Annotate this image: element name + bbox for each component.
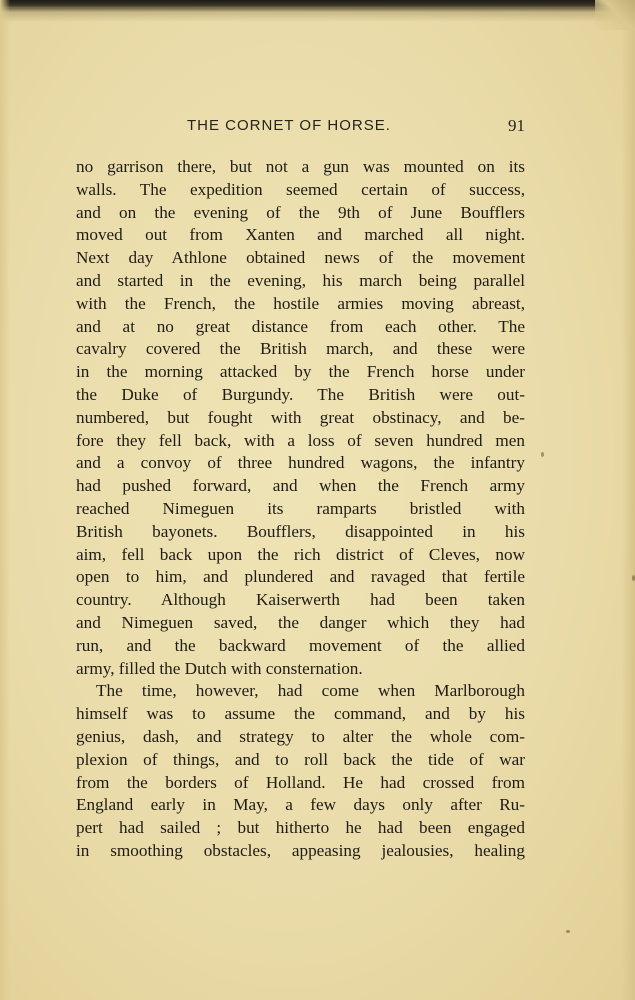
page-number: 91 [508, 116, 525, 135]
text-line: England early in May, a few days only after Ru- [76, 795, 525, 815]
text-line: in the morning attacked by the French horse under [76, 362, 525, 382]
text-line: and a convoy of three hundred wagons, the infantry [76, 453, 525, 473]
text-line: aim, fell back upon the rich district of Cleves, now [76, 544, 525, 564]
text-line: and at no great distance from each other. The [76, 316, 525, 336]
text-line: moved out from Xanten and marched all night. [76, 225, 525, 245]
text-line: had pushed forward, and when the French army [76, 476, 525, 496]
text-line: country. Although Kaiserwerth had been taken [76, 590, 525, 610]
text-line: and on the evening of the 9th of June Boufflers [76, 202, 525, 222]
text-line: run, and the backward movement of the allied [76, 635, 525, 655]
text-line: no garrison there, but not a gun was mounted on its [76, 157, 525, 176]
text-line: the Duke of Burgundy. The British were out- [76, 384, 525, 404]
page-right-edge [621, 0, 635, 1000]
text-line: fore they fell back, with a loss of seven hundred men [76, 430, 525, 450]
text-line: reached Nimeguen its ramparts bristled with [76, 498, 525, 518]
page-header [77, 117, 525, 139]
text-line: cavalry covered the British march, and these were [76, 339, 525, 359]
page-left-edge [0, 0, 10, 1000]
text-line: Next day Athlone obtained news of the movement [76, 248, 525, 268]
text-line-paragraph-end: army, filled the Dutch with consternation. [76, 658, 363, 678]
text-line: numbered, but fought with great obstinacy, and be- [76, 407, 525, 427]
text-line: and started in the evening, his march being parallel [76, 270, 525, 290]
text-line: in smoothing obstacles, appeasing jealousies, healing [76, 840, 525, 860]
page-top-gradient [0, 8, 635, 22]
text-line-paragraph-start: The time, however, had come when Marlborough [96, 681, 525, 701]
text-line: pert had sailed ; but hitherto he had been engaged [76, 818, 525, 838]
text-line: British bayonets. Boufflers, disappointed in his [76, 521, 525, 541]
page-corner-wear [595, 0, 635, 30]
running-title: THE CORNET OF HORSE. [187, 117, 391, 134]
body-text [76, 156, 525, 863]
text-line: genius, dash, and strategy to alter the whole com- [76, 726, 525, 746]
text-line: open to him, and plundered and ravaged that fertile [76, 567, 525, 587]
text-line: from the borders of Holland. He had crossed from [76, 772, 525, 792]
paper-speck [541, 452, 544, 457]
paper-speck [566, 930, 570, 933]
text-line: plexion of things, and to roll back the tide of war [76, 749, 525, 769]
text-line: himself was to assume the command, and by his [76, 704, 525, 724]
text-line: and Nimeguen saved, the danger which they had [76, 612, 525, 632]
text-line: walls. The expedition seemed certain of success, [76, 179, 525, 199]
text-line: with the French, the hostile armies moving abreast, [76, 293, 525, 313]
